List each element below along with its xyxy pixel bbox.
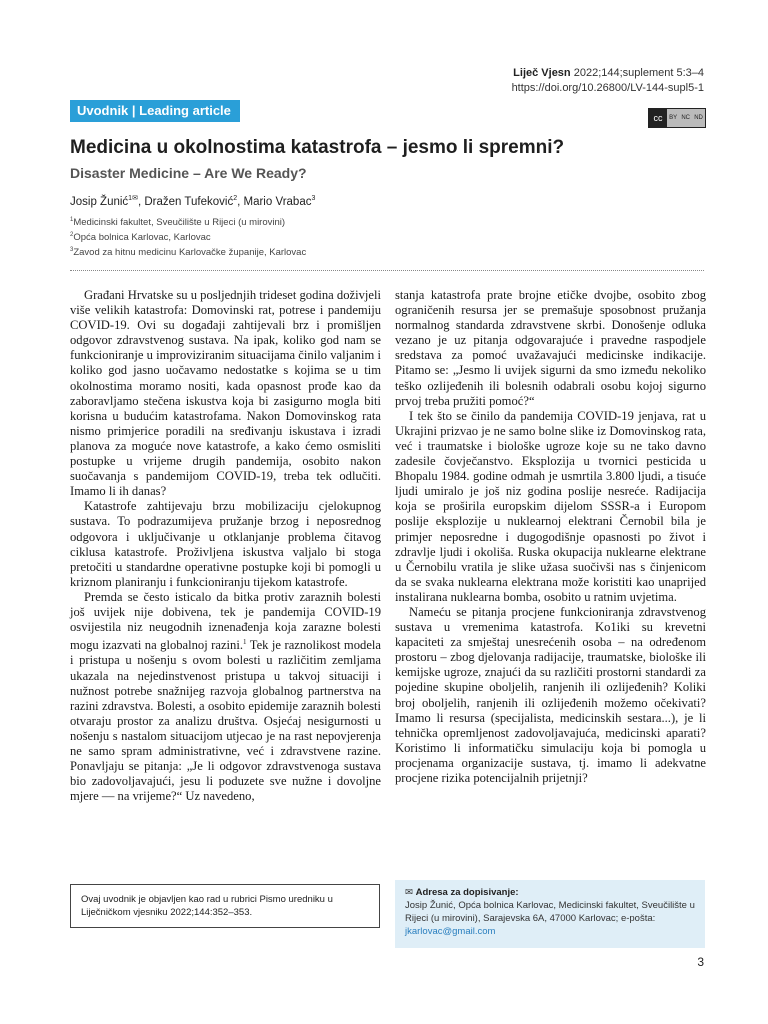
license-parts (667, 109, 705, 127)
section-badge: Uvodnik | Leading article (70, 100, 240, 122)
author-sup: 3 (311, 195, 316, 202)
body-paragraph: I tek što se činilo da pandemija COVID-19 jenjava, rat u Ukrajini prizvao je ne samo bolne slike iz Domovinskog rata, već i traumatske i biološke ugroze koje su ne tako davno zadesile čovječanstvo. Eksplozija u tvornici pesticida u Bhopalu 1984. godine odmah je usmrtila 3.800 ljudi, a tisuće ljudi umiralo je još niz godina poslije nesreće. Radijacija koja se proširila europskim dijelom SSSR-a i Europom poslije eksplozije u nuklearnoj elektrani Černobil bila je primjer neposredne i dugogodišnje opasnosti po život i zdravlje ljudi i okoliša. Ruska okupacija nuklearne elektrane u Černobilu vratila je slike užasa suočivši nas s činjenicom da se svaka nuklearna elektrana može koristiti kao unaprijed instalirana nuklearna bomba, osobito u ratnim uvjetima. (395, 408, 706, 604)
envelope-icon: ✉ (405, 887, 416, 898)
author-sup: 2 (233, 195, 238, 202)
header-divider (70, 270, 704, 271)
correspondence-text: Josip Žunić, Opća bolnica Karlovac, Medicinski fakultet, Sveučilište u Rijeci (u mirovini), Sarajevska 6A, 47000 Karlovac; e-pošta: (405, 900, 695, 924)
body-paragraph: Građani Hrvatske su u posljednjih trideset godina doživjeli više velikih katastrofa: Domovinski rat, potrese i pandemiju COVID-19. Ovi su događaji zahtijevali brz i promišljen odgovor zdravstvenog sustava. Na ipak, koliko god nam se funkcioniranje u improviziranim situacijama činilo valjanim i koliko god jasno uočavamo nedostatke s kojima se u tim okolnostima moramo nositi, kada opasnost prođe kao da zaboravljamo stečena iskustva koja bi zasigurno mogla biti korisna u budućim katastrofama. Nakon Domovinskog rata nismo primjerice poradili na sređivanju iskustava i izradi planova za moguće nove katastrofe, a kako ćemo osmisliti postupke u vrijeme drugih pandemija, osobito nakon suočavanja s pandemijom COVID-19, treba tek odlučiti. Imamo li ih danas? (70, 288, 381, 499)
author-name: Dražen Tufeković (144, 195, 234, 208)
article-title: Medicina u okolnostima katastrofa – jesmo li spremni? (70, 137, 565, 158)
affiliations (70, 214, 306, 259)
publication-note: Ovaj uvodnik je objavljen kao rad u rubrici Pismo uredniku u Liječničkom vjesniku 2022;144:352–353. (70, 884, 380, 928)
journal-header (512, 66, 704, 96)
cc-circle-icon: cc (649, 109, 667, 127)
body-column-right (395, 288, 706, 786)
license-by: BY (669, 115, 678, 121)
doi-link[interactable]: https://doi.org/10.26800/LV-144-supl5-1 (511, 82, 704, 94)
page-number: 3 (697, 955, 704, 969)
body-paragraph: Katastrofe zahtijevaju brzu mobilizaciju cjelokupnog sustava. To podrazumijeva pružanje brzog i neposrednog odgovora i uključivanje u otklanjanje problema čitavog ciklusa katastrofe. Proživljena iskustva valjalo bi stoga pretočiti u standardne operativne postupke koji bi pomogli u kriznom planiranju i funkcioniranju tijekom katastrofe. (70, 499, 381, 589)
body-paragraph: Premda se često isticalo da bitka protiv zaraznih bolesti još uvijek nije dobivena, tek je pandemija COVID-19 osvijestila niz neugodnih iznenađenja koja zarazne bolesti mogu izazvati na globalnoj razini.$^1$ Tek je raznolikost modela i pristupa u nošenju s ovom bolesti u različitim zemljama ukazala na nejedinstvenost pristupa u takvoj situaciji i nužnost potrebe snažnijeg razvoja globalnog partnerstva na razini zdravstva. Bolesti, a osobito epidemije zaraznih bolesti otvaraju prostor za analizu društva. Osjećaj nesigurnosti u nošenju s nastalom situacijom utjecao je na rast nepovjerenja ne samo spram administrativne, već i zdravstvene razine. Ponavljaju se pitanja: „Je li odgovor zdravstvenoga sustava bio zadovoljavajući, jesu li poduzete sve nužne i dovoljne mjere — na vrijeme?“ Uz navedeno, (70, 589, 381, 804)
journal-name: Liječ Vjesn (513, 67, 571, 79)
license-nd: ND (694, 115, 703, 121)
body-paragraph: stanja katastrofa prate brojne etičke dvojbe, osobito zbog ograničenih resursa jer se premašuje sposobnost pružanja normalnog standarda zdravstvene skrbi. Donošenje odluka vezano je uz pitanja odgovarajuće i pravedne raspodjele sredstava za pomoć uvažavajući medicinske indikacije. Pitamo se: „Jesmo li uvijek sigurni da smo između nekoliko teško ozlijeđenih ili bolesnih odabrali osobu kojoj sigurno prvoj treba pružiti pomoć?“ (395, 288, 706, 408)
affiliation-item: $^3$Zavod za hitnu medicinu Karlovačke županije, Karlovac (70, 247, 307, 259)
body-column-left (70, 288, 381, 804)
correspondence-box (395, 880, 705, 948)
correspondence-email[interactable]: jkarlovac@gmail.com (405, 926, 496, 937)
envelope-icon: ✉ (132, 195, 138, 202)
author-sup: 1 (128, 195, 133, 202)
journal-citation: 2022;144;suplement 5:3–4 (573, 67, 704, 79)
body-paragraph: Nameću se pitanja procjene funkcioniranja zdravstvenog sustava u vremenima katastrofa. Ko1iki su krevetni kapaciteti za smještaj unesrećenih osoba – na određenom prostoru – zbog djelovanja radijacije, traumatske, biološke ili kemijske ugroze, znajući da su različiti prostorni standardi za pojedine skupine oboljelih, ranjenih ili ozlijeđenih? Koliki broj oboljelih, ranjenih ili ozlijeđenih možemo očekivati? Imamo li resursa (specijalista, medicinskih sestara...), je li tehnička opremljenost zadovoljavajuća, medicinski aparati? Koristimo li informatičku simulaciju koja bi pomogla u procjenama organizacije sustava, tj. imamo li adekvatne procjene rizika potencijalnih prijetnji? (395, 604, 706, 785)
license-nc: NC (681, 115, 690, 121)
cc-by-nc-nd-icon[interactable] (648, 108, 706, 128)
affiliation-item: $^1$Medicinski fakultet, Sveučilište u Rijeci (u mirovini) (70, 217, 286, 229)
correspondence-label: Adresa za dopisivanje: (415, 887, 519, 898)
affiliation-item: $^2$Opća bolnica Karlovac, Karlovac (70, 232, 211, 244)
author-name: Josip Žunić (70, 195, 129, 208)
article-subtitle: Disaster Medicine – Are We Ready? (70, 165, 307, 181)
author-list: Josip Žunić$^{1✉}$, Dražen Tufeković$^2$, Mario Vrabac$^3$ (70, 195, 316, 208)
author-name: Mario Vrabac (243, 195, 312, 208)
citation-ref[interactable]: 1 (243, 638, 247, 647)
